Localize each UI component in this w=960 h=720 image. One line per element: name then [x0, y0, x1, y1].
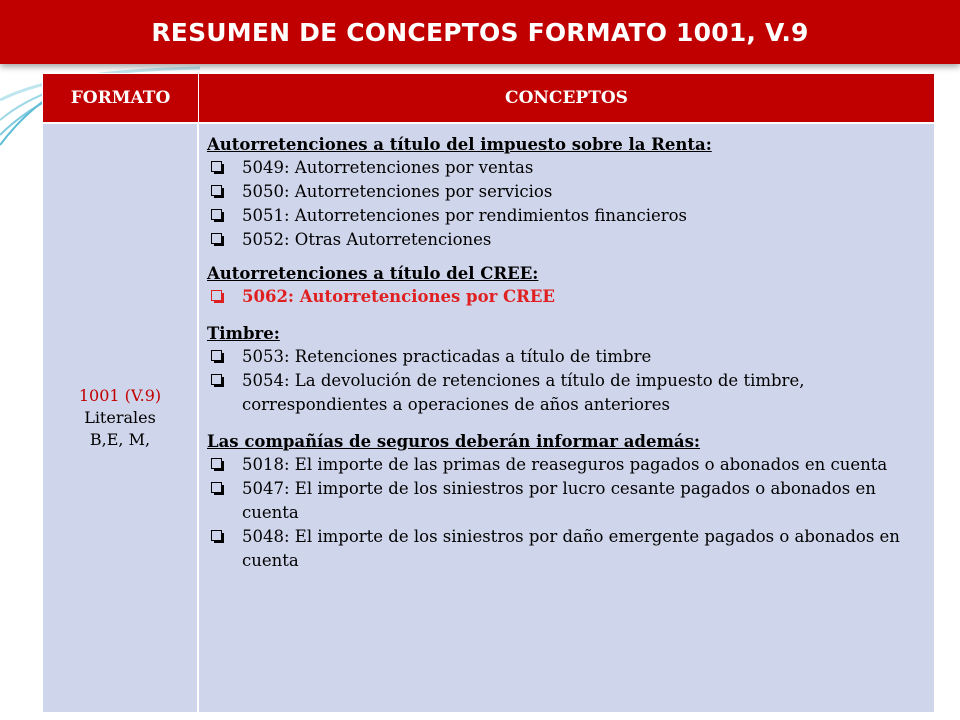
- concepts-table: [42, 73, 935, 713]
- title-bar: [0, 0, 960, 64]
- item-text: 5049: Autorretenciones por ventas: [242, 158, 534, 177]
- list-item: [207, 345, 926, 369]
- checkbox-bullet-icon: [211, 374, 222, 385]
- item-text: 5052: Otras Autorretenciones: [242, 230, 492, 249]
- table-row: [43, 122, 934, 712]
- formato-literales: Literales: [84, 408, 156, 427]
- section-title-renta: Autorretenciones a título del impuesto sobre la Renta:: [207, 135, 712, 154]
- checkbox-bullet-icon: [211, 161, 222, 172]
- item-text: 5050: Autorretenciones por servicios: [242, 182, 553, 201]
- list-item: [207, 156, 926, 180]
- item-text: 5018: El importe de las primas de reaseguros pagados o abonados en cuenta: [242, 455, 888, 474]
- item-text: 5047: El importe de los siniestros por lucro cesante pagados o abonados en cuenta: [242, 479, 876, 522]
- conceptos-cell: [199, 124, 934, 712]
- checkbox-bullet-icon: [211, 233, 222, 244]
- list-cree: [207, 285, 926, 309]
- formato-code: 1001 (V.9): [78, 386, 162, 405]
- checkbox-bullet-icon: [211, 458, 222, 469]
- section-title-timbre: Timbre:: [207, 324, 280, 343]
- item-text: 5048: El importe de los siniestros por daño emergente pagados o abonados en cuenta: [242, 527, 900, 570]
- checkbox-bullet-icon: [211, 209, 222, 220]
- table-header-row: [43, 74, 934, 122]
- page-title: RESUMEN DE CONCEPTOS FORMATO 1001, V.9: [151, 17, 809, 47]
- item-text: 5054: La devolución de retenciones a título de impuesto de timbre, correspondientes a operaciones de años anteriores: [242, 371, 805, 414]
- header-formato: FORMATO: [43, 74, 199, 122]
- formato-letters: B,E, M,: [89, 430, 151, 449]
- item-text: 5051: Autorretenciones por rendimientos financieros: [242, 206, 688, 225]
- formato-cell: [43, 124, 199, 712]
- list-timbre: [207, 345, 926, 417]
- checkbox-bullet-icon: [211, 482, 222, 493]
- list-seguros: [207, 453, 926, 573]
- checkbox-bullet-icon: [211, 350, 222, 361]
- list-renta: [207, 156, 926, 252]
- list-item: [207, 285, 926, 309]
- section-title-cree: Autorretenciones a título del CREE:: [207, 264, 539, 283]
- item-text: 5062: Autorretenciones por CREE: [242, 287, 556, 306]
- item-text: 5053: Retenciones practicadas a título de timbre: [242, 347, 652, 366]
- checkbox-bullet-icon: [211, 290, 222, 301]
- list-item: [207, 369, 926, 417]
- list-item: [207, 180, 926, 204]
- checkbox-bullet-icon: [211, 185, 222, 196]
- list-item: [207, 525, 926, 573]
- list-item: [207, 477, 926, 525]
- header-conceptos: CONCEPTOS: [199, 74, 934, 122]
- list-item: [207, 204, 926, 228]
- list-item: [207, 453, 926, 477]
- checkbox-bullet-icon: [211, 530, 222, 541]
- section-title-seguros: Las compañías de seguros deberán informar además:: [207, 432, 700, 451]
- list-item: [207, 228, 926, 252]
